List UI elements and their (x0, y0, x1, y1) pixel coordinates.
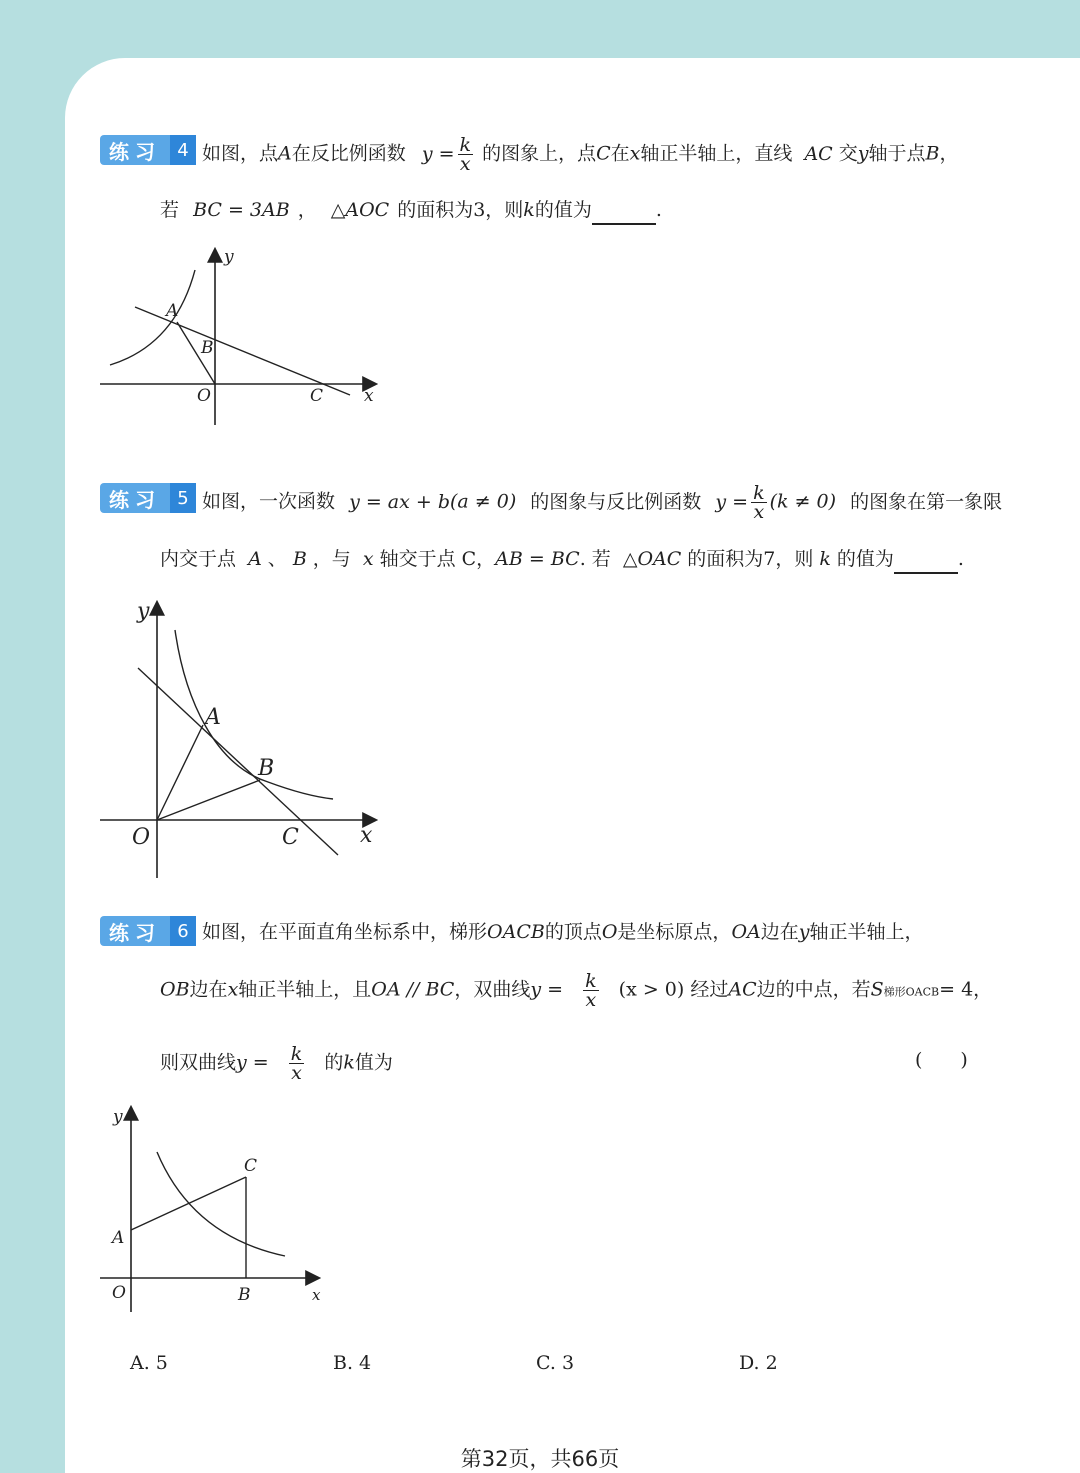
label-c: C (310, 386, 324, 406)
label-x: x (360, 823, 373, 848)
fraction-k-over-x: $\frac{k}{x}$ (753, 482, 765, 523)
badge-label: 练习 (100, 135, 170, 165)
label-a: A (205, 705, 221, 730)
label-c: C (282, 825, 299, 850)
problem-5-line-2: 内交于点 A 、 B ，与 x 轴交于点 C，AB = BC. 若 △OAC 的面积为7，则 k 的值为 . (160, 544, 964, 574)
label-y: y (113, 1107, 123, 1127)
problem-4-line-2: 若 BC = 3AB ， △AOC 的面积为3，则k的值为 . (160, 195, 662, 225)
label-o: O (132, 825, 151, 850)
problem-4-line-1: 如图，点A在反比例函数 y = $\frac{k}{x}$ 的图象上，点C在x轴正半轴上，直线 AC 交y轴于点B， (202, 134, 959, 175)
option-b[interactable]: B. 4 (333, 1352, 372, 1374)
label-b: B (238, 1285, 251, 1305)
label-o: O (197, 386, 211, 406)
answer-parentheses: ( ) (915, 1049, 968, 1071)
label-y: y (137, 599, 150, 624)
label-c: C (244, 1156, 258, 1176)
label-a: A (112, 1228, 125, 1248)
option-d[interactable]: D. 2 (739, 1352, 778, 1374)
fraction-k-over-x: $\frac{k}{x}$ (459, 134, 472, 175)
label-b: B (201, 338, 214, 358)
label-x: x (364, 386, 374, 406)
badge-label: 练习 (100, 483, 170, 513)
hyperbola-curve (157, 1152, 285, 1256)
badge-number: 4 (170, 135, 196, 165)
label-b: B (258, 756, 275, 781)
label-a: A (166, 301, 179, 321)
label-y: y (224, 247, 234, 267)
label-x: x (312, 1286, 321, 1304)
problem-6-line-1: 如图，在平面直角坐标系中，梯形OACB的顶点O是坐标原点，OA边在y轴正半轴上， (202, 921, 924, 943)
fraction-k-over-x: $\frac{k}{x}$ (585, 970, 597, 1011)
problem-6-line-2: OB边在x轴正半轴上，且OA // BC，双曲线y = $\frac{k}{x}$ (x > 0) 经过AC边的中点，若S梯形OACB= 4， (160, 970, 993, 1011)
problem-6-line-3: 则双曲线y = $\frac{k}{x}$ 的k值为 (160, 1043, 393, 1084)
badge-label: 练习 (100, 916, 170, 946)
badge-number: 5 (170, 483, 196, 513)
label-o: O (112, 1283, 126, 1303)
page-footer: 第32页，共66页 (460, 1447, 620, 1471)
problem-5-line-1: 如图，一次函数 y = ax + b(a ≠ 0) 的图象与反比例函数 y = $\frac{k}{x}$ (k ≠ 0) 的图象在第一象限 (202, 482, 1003, 523)
option-c[interactable]: C. 3 (536, 1352, 575, 1374)
fraction-k-over-x: $\frac{k}{x}$ (290, 1043, 303, 1084)
option-a[interactable]: A. 5 (130, 1352, 168, 1374)
badge-number: 6 (170, 916, 196, 946)
